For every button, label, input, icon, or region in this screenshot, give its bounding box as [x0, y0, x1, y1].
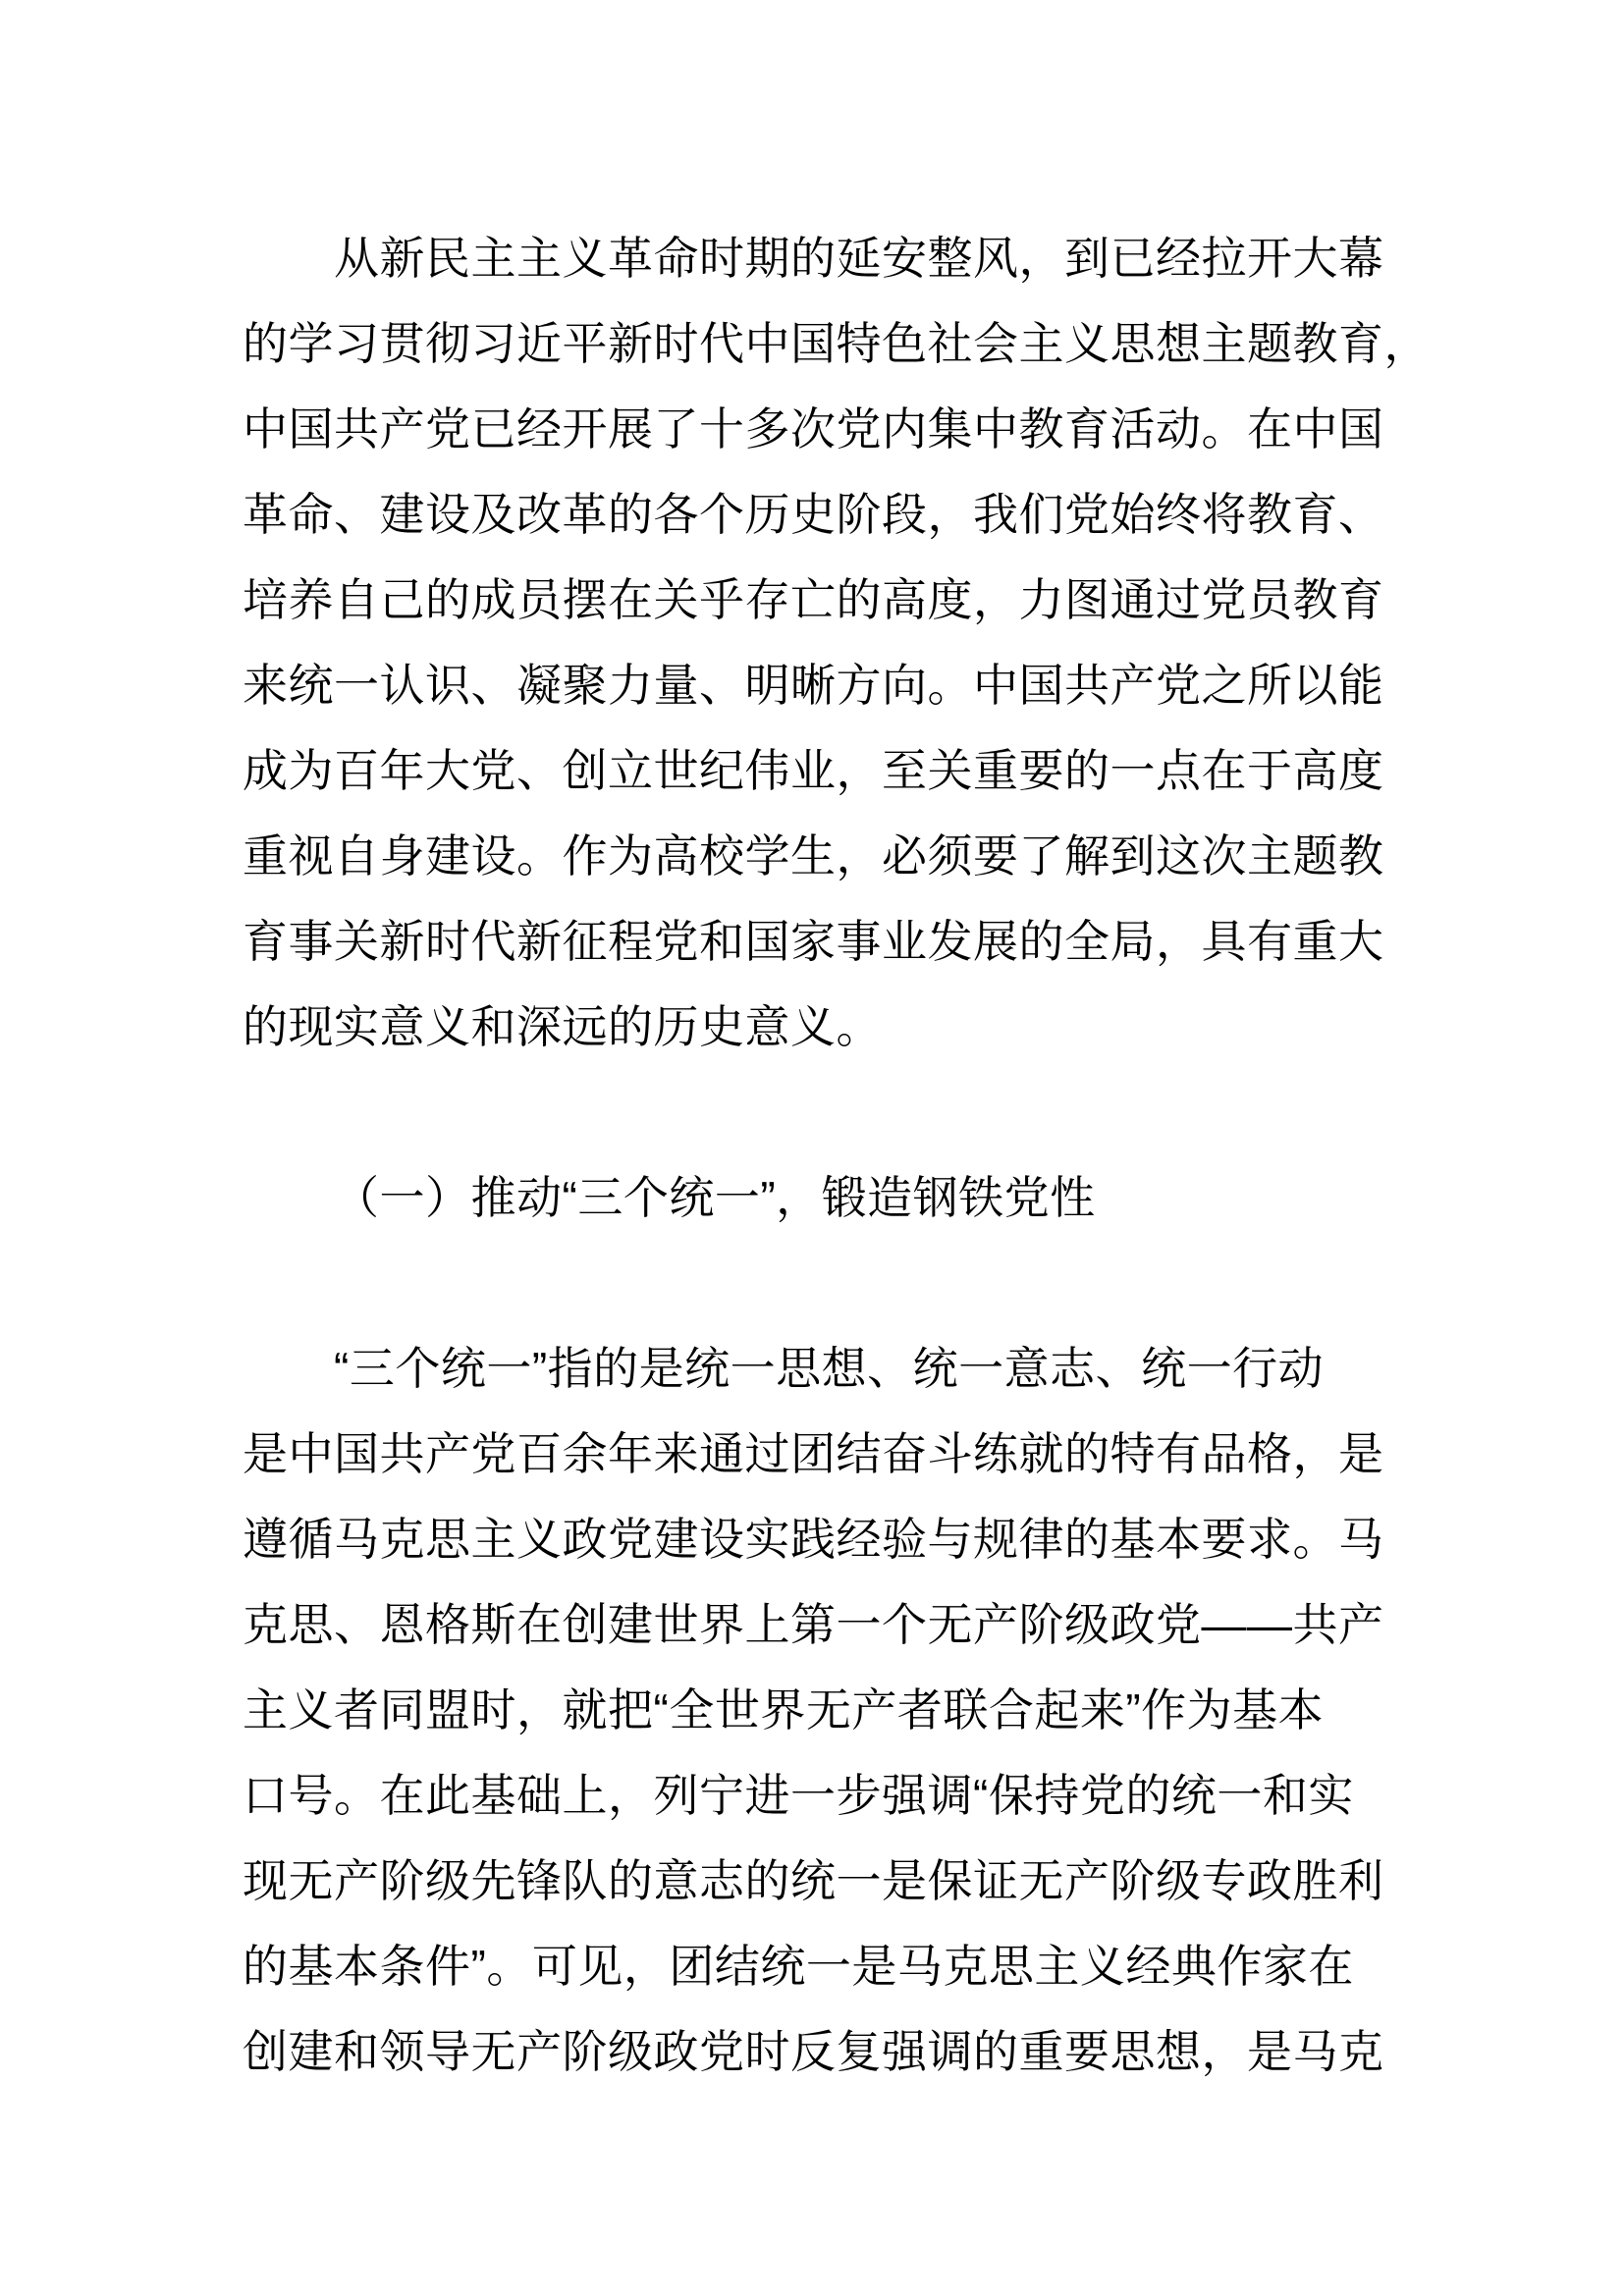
- text-line: 中国共产党已经开展了十多次党内集中教育活动。在中国: [243, 403, 1384, 454]
- text-line: 从新民主主义革命时期的延安整风，到已经拉开大幕: [334, 233, 1384, 284]
- text-line: 克思、恩格斯在创建世界上第一个无产阶级政党——共产: [243, 1599, 1384, 1650]
- text-line: 口号。在此基础上，列宁进一步强调“保持党的统一和实: [243, 1770, 1354, 1821]
- paragraph-spacer: [243, 1241, 1396, 1326]
- text-line: 现无产阶级先锋队的意志的统一是保证无产阶级专政胜利: [243, 1855, 1384, 1906]
- text-line: 成为百年大党、创立世纪伟业，至关重要的一点在于高度: [243, 745, 1384, 796]
- text-line: 主义者同盟时，就把“全世界无产者联合起来”作为基本: [243, 1684, 1325, 1735]
- paragraph-1: [243, 216, 1430, 1070]
- text-line: 的现实意义和深远的历史意义。: [243, 1001, 882, 1052]
- section-heading-text: （一）推动“三个统一”，锻造钢铁党性: [334, 1172, 1096, 1223]
- paragraph-2: [243, 1326, 1396, 2095]
- text-line: 革命、建设及改革的各个历史阶段，我们党始终将教育、: [243, 489, 1384, 540]
- text-line: 来统一认识、凝聚力量、明晰方向。中国共产党之所以能: [243, 660, 1384, 711]
- section-heading: [243, 1155, 1396, 1241]
- text-line: 的学习贯彻习近平新时代中国特色社会主义思想主题教育，: [243, 318, 1430, 369]
- text-line: “三个统一”指的是统一思想、统一意志、统一行动: [334, 1343, 1325, 1394]
- text-line: 育事关新时代新征程党和国家事业发展的全局，具有重大: [243, 916, 1384, 967]
- text-line: 培养自己的成员摆在关乎存亡的高度，力图通过党员教育: [243, 574, 1384, 625]
- text-line: 是中国共产党百余年来通过团结奋斗练就的特有品格，是: [243, 1428, 1384, 1479]
- text-line: 重视自身建设。作为高校学生，必须要了解到这次主题教: [243, 830, 1384, 881]
- text-line: 的基本条件”。可见，团结统一是马克思主义经典作家在: [243, 1941, 1354, 1992]
- text-line: 遵循马克思主义政党建设实践经验与规律的基本要求。马: [243, 1514, 1384, 1565]
- text-line: 创建和领导无产阶级政党时反复强调的重要思想，是马克: [243, 2026, 1384, 2077]
- paragraph-spacer: [243, 1070, 1396, 1155]
